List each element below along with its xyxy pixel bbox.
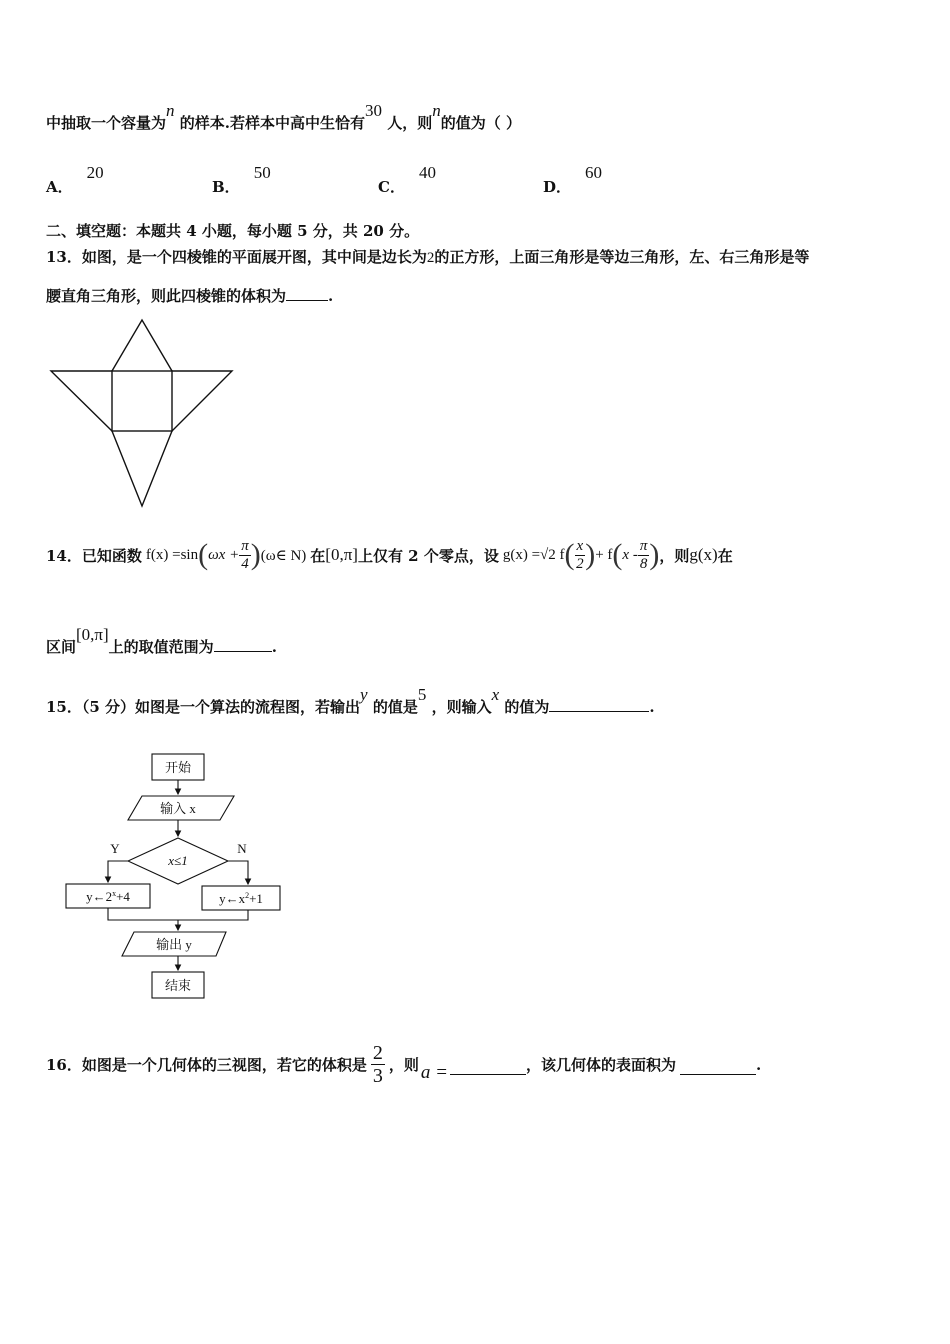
flow-end-label: 结束 — [164, 978, 192, 993]
flow-start-label: 开始 — [164, 760, 192, 775]
answer-blank[interactable] — [286, 288, 328, 301]
flow-output-label: 输出 y — [156, 937, 192, 952]
option-c: C．40 — [378, 163, 436, 196]
net-square — [112, 371, 172, 431]
question-15-line: 15．（5 分）如图是一个算法的流程图，若输出y 的值是5 ，则输入x 的值为 . — [46, 685, 655, 716]
net-bottom-triangle — [112, 431, 172, 506]
flow-yes-label: Y — [110, 841, 120, 856]
answer-blank[interactable] — [549, 699, 649, 712]
flow-decision-label: x≤1 — [168, 853, 188, 868]
question-12-tail: 中抽取一个容量为n 的样本.若样本中高中生恰有30 人，则n的值为（ ） — [46, 101, 521, 132]
flow-right-label: $y\leftarrow x^2+1$ — [219, 891, 263, 906]
question-14-line2: 区间[0,π]上的取值范围为 . — [46, 625, 277, 656]
answer-blank[interactable] — [680, 1062, 756, 1075]
net-right-triangle — [172, 371, 232, 431]
answer-blank[interactable] — [214, 639, 272, 652]
net-top-triangle — [112, 320, 172, 371]
net-left-triangle — [51, 371, 112, 431]
option-d: D．60 — [543, 163, 603, 196]
question-13-line2: 腰直角三角形，则此四棱锥的体积为 . — [46, 287, 334, 305]
question-16-line: 16．如图是一个几何体的三视图，若它的体积是 $\frac{2}{3}$ ，则 a = ，该几何体的表面积为 . — [46, 1042, 762, 1087]
question-13-line1: 13．如图，是一个四棱锥的平面展开图，其中间是边长为2的正方形，上面三角形是等边三角形，左、右三角形是等 — [46, 248, 810, 266]
flow-left-label: $y\leftarrow 2^x+4$ — [86, 889, 130, 904]
pyramid-net-figure — [48, 318, 236, 508]
flow-input-label: 输入 x — [160, 801, 196, 816]
section-header: 二、填空题：本题共 4 小题，每小题 5 分，共 20 分。 — [46, 222, 420, 240]
flowchart-figure — [60, 748, 290, 1008]
question-14-line1: 14．已知函数 f(x) =sin ( ωx + $\frac{\pi}{4}$ ) (ω∈ N) 在 [0,π] 上仅有 2 个零点，设 g(x) =√2 f ( $\frac{x}{2}$ ) + f ( x - $\frac{\pi}{8}$ ) ，则 g(x) 在 — [46, 538, 733, 572]
flow-no-label: N — [237, 841, 247, 856]
option-b: B．50 — [212, 163, 271, 196]
answer-blank[interactable] — [450, 1062, 526, 1075]
option-a: A．20 — [46, 163, 104, 196]
